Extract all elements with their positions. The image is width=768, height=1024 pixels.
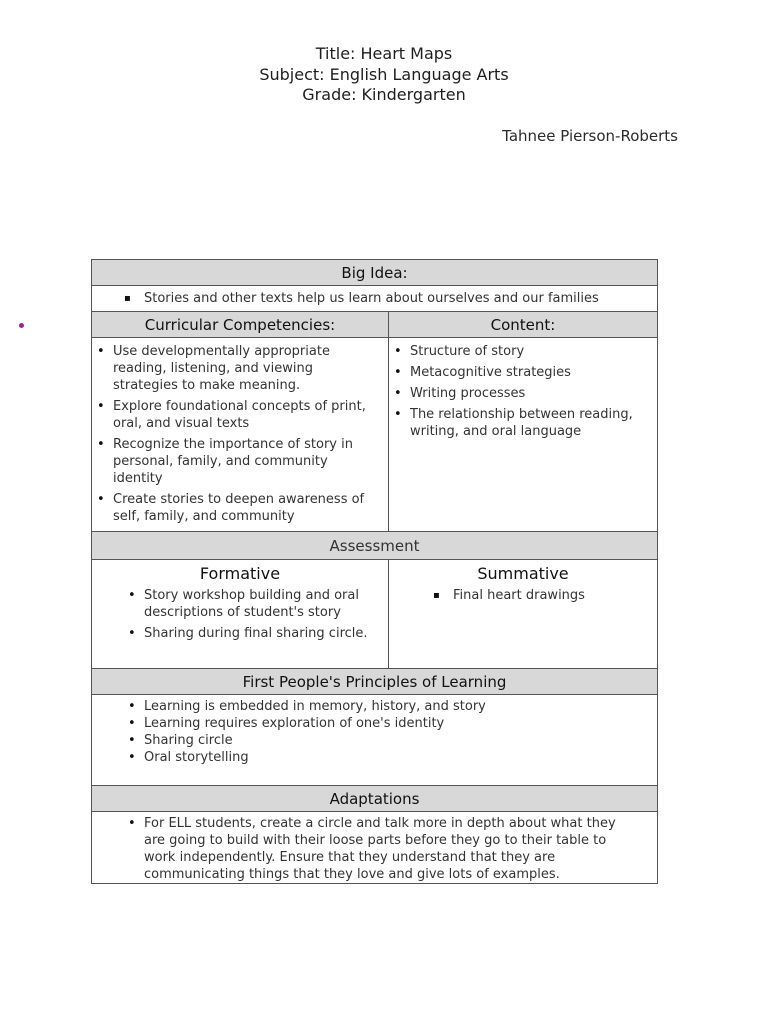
first-peoples-list: [92, 695, 657, 766]
lesson-grade: Grade: Kindergarten: [302, 85, 466, 104]
list-item: • The relationship between reading, writing, and oral language: [410, 406, 645, 440]
list-item: • Story workshop building and oral descriptions of student's story: [144, 587, 376, 621]
summative-list: [389, 583, 657, 604]
first-peoples-heading: First People's Principles of Learning: [92, 669, 658, 695]
adaptations-heading: Adaptations: [92, 786, 658, 812]
formative-list: [92, 583, 388, 642]
document-header: [0, 44, 768, 106]
competencies-list: [92, 338, 388, 525]
assessment-heading: Assessment: [92, 532, 658, 560]
list-item: ▪ Stories and other texts help us learn about ourselves and our families: [144, 290, 657, 307]
content-list: [389, 338, 657, 440]
list-item: • Learning is embedded in memory, history, and story: [144, 698, 645, 715]
competencies-cell: [92, 338, 389, 532]
list-item: • Structure of story: [410, 343, 645, 360]
lesson-title: Title: Heart Maps: [315, 44, 453, 63]
list-item: • Writing processes: [410, 385, 645, 402]
list-item: • Oral storytelling: [144, 749, 645, 766]
content-cell: [389, 338, 658, 532]
list-item: • Create stories to deepen awareness of self, family, and community: [113, 491, 376, 525]
list-item: • Learning requires exploration of one's identity: [144, 715, 645, 732]
list-item: • For ELL students, create a circle and talk more in depth about what they are going to build with their loose parts before they go to their table to work independently. Ensure that they understand that they are communicating things that they love and give lots of examples.: [144, 815, 639, 883]
formative-cell: [92, 560, 389, 669]
author-name: Tahnee Pierson-Roberts: [502, 127, 678, 145]
list-item: • Sharing during final sharing circle.: [144, 625, 376, 642]
big-idea-list: [92, 286, 657, 307]
content-heading: Content:: [389, 312, 658, 338]
formative-heading: Formative: [199, 564, 281, 583]
summative-heading: Summative: [477, 564, 569, 583]
big-idea-cell: [92, 286, 658, 312]
cursor-dot-icon: [19, 323, 24, 328]
list-item: • Metacognitive strategies: [410, 364, 645, 381]
list-item: • Use developmentally appropriate reading, listening, and viewing strategies to make meaning.: [113, 343, 376, 394]
adaptations-list: [92, 812, 657, 883]
lesson-plan-table: [91, 259, 658, 884]
lesson-subject: Subject: English Language Arts: [259, 64, 509, 84]
big-idea-heading: Big Idea:: [92, 260, 658, 286]
adaptations-cell: [92, 812, 658, 884]
list-item: ▪ Final heart drawings: [453, 587, 645, 604]
list-item: • Sharing circle: [144, 732, 645, 749]
first-peoples-cell: [92, 695, 658, 786]
summative-cell: [389, 560, 658, 669]
competencies-heading: Curricular Competencies:: [92, 312, 389, 338]
list-item: • Recognize the importance of story in personal, family, and community identity: [113, 436, 376, 487]
list-item: • Explore foundational concepts of print, oral, and visual texts: [113, 398, 376, 432]
